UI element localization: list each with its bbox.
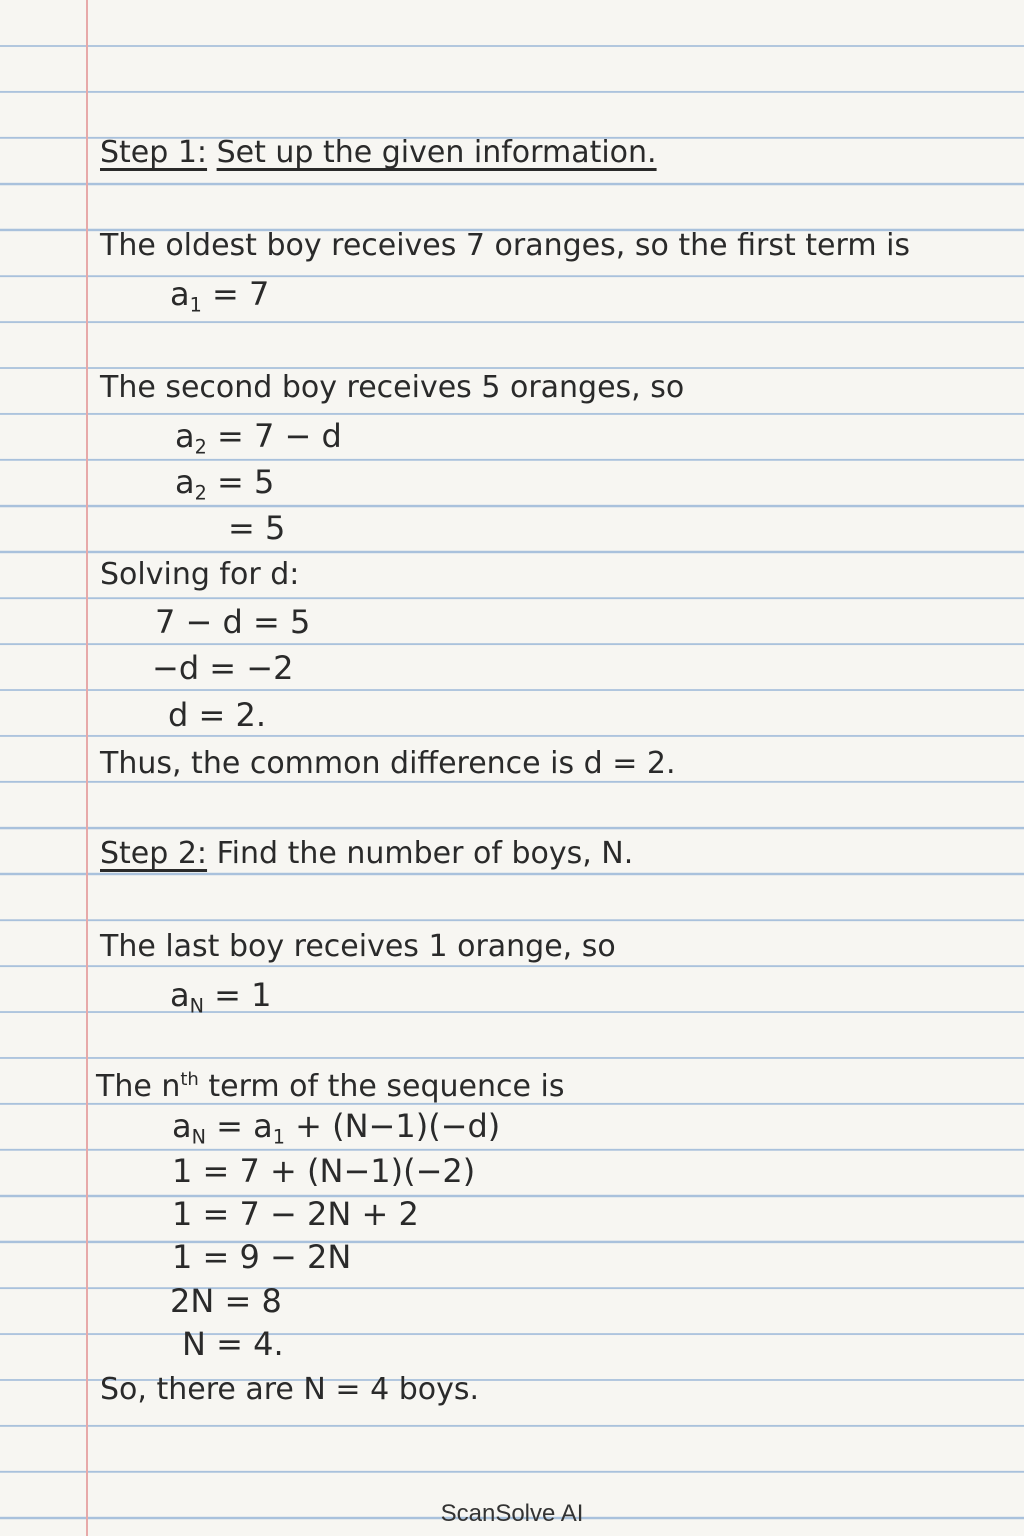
solving-for-d: Solving for d:	[100, 557, 300, 592]
aN-value: = 1	[214, 976, 272, 1014]
formula-line-2: 1 = 7 + (N−1)(−2)	[172, 1152, 476, 1190]
solve-step-1: 7 − d = 5	[155, 603, 311, 641]
a2-expression: = 7 − d	[217, 417, 342, 455]
margin-line	[86, 0, 88, 1536]
oldest-boy-text: The oldest boy receives 7 oranges, so the first term is	[100, 228, 911, 263]
subscript: 2	[194, 481, 207, 505]
formula-line-3: 1 = 7 − 2N + 2	[172, 1195, 419, 1233]
step2-heading	[100, 836, 633, 872]
formula-rest: + (N−1)(−d)	[295, 1107, 501, 1145]
formula-line-6: N = 4.	[182, 1325, 284, 1363]
a-symbol: a	[175, 417, 195, 455]
step1-title: Set up the given information.	[216, 135, 657, 170]
subscript: 1	[189, 293, 202, 317]
subscript: N	[189, 994, 204, 1018]
a-symbol: a	[170, 275, 190, 313]
subscript: 2	[194, 435, 207, 459]
a-symbol: a	[175, 463, 195, 501]
footer-brand: ScanSolve AI	[440, 1500, 584, 1527]
nth-superscript: th	[180, 1069, 199, 1090]
a1-value: = 7	[212, 275, 270, 313]
step1-conclusion: Thus, the common difference is d = 2.	[100, 746, 676, 781]
step2-title: Find the number of boys, N.	[216, 836, 634, 871]
equals-five: = 5	[228, 509, 286, 547]
step1-label: Step 1:	[100, 135, 208, 170]
formula-line-1	[172, 1108, 500, 1156]
nth-term-text	[96, 1062, 564, 1105]
formula-a: = a	[216, 1107, 273, 1145]
a-symbol: a	[170, 976, 190, 1014]
formula-line-5: 2N = 8	[170, 1282, 282, 1320]
aN-equation	[170, 977, 271, 1025]
subscript: N	[191, 1125, 206, 1149]
step1-heading	[100, 135, 657, 171]
a1-equation	[170, 276, 269, 324]
a2-equation-2	[175, 464, 274, 512]
step2-label: Step 2:	[100, 836, 208, 871]
a2-equation-1	[175, 418, 342, 466]
last-boy-text: The last boy receives 1 orange, so	[100, 929, 616, 964]
a-symbol: a	[172, 1107, 192, 1145]
nth-suffix: term of the sequence is	[208, 1068, 565, 1104]
a2-value: = 5	[217, 463, 275, 501]
solve-step-3: d = 2.	[168, 696, 266, 734]
second-boy-text: The second boy receives 5 oranges, so	[100, 370, 685, 405]
subscript: 1	[272, 1125, 285, 1149]
solve-step-2: −d = −2	[152, 649, 294, 687]
nth-prefix: The n	[96, 1068, 181, 1104]
formula-line-4: 1 = 9 − 2N	[172, 1238, 352, 1276]
step2-conclusion: So, there are N = 4 boys.	[100, 1372, 480, 1407]
